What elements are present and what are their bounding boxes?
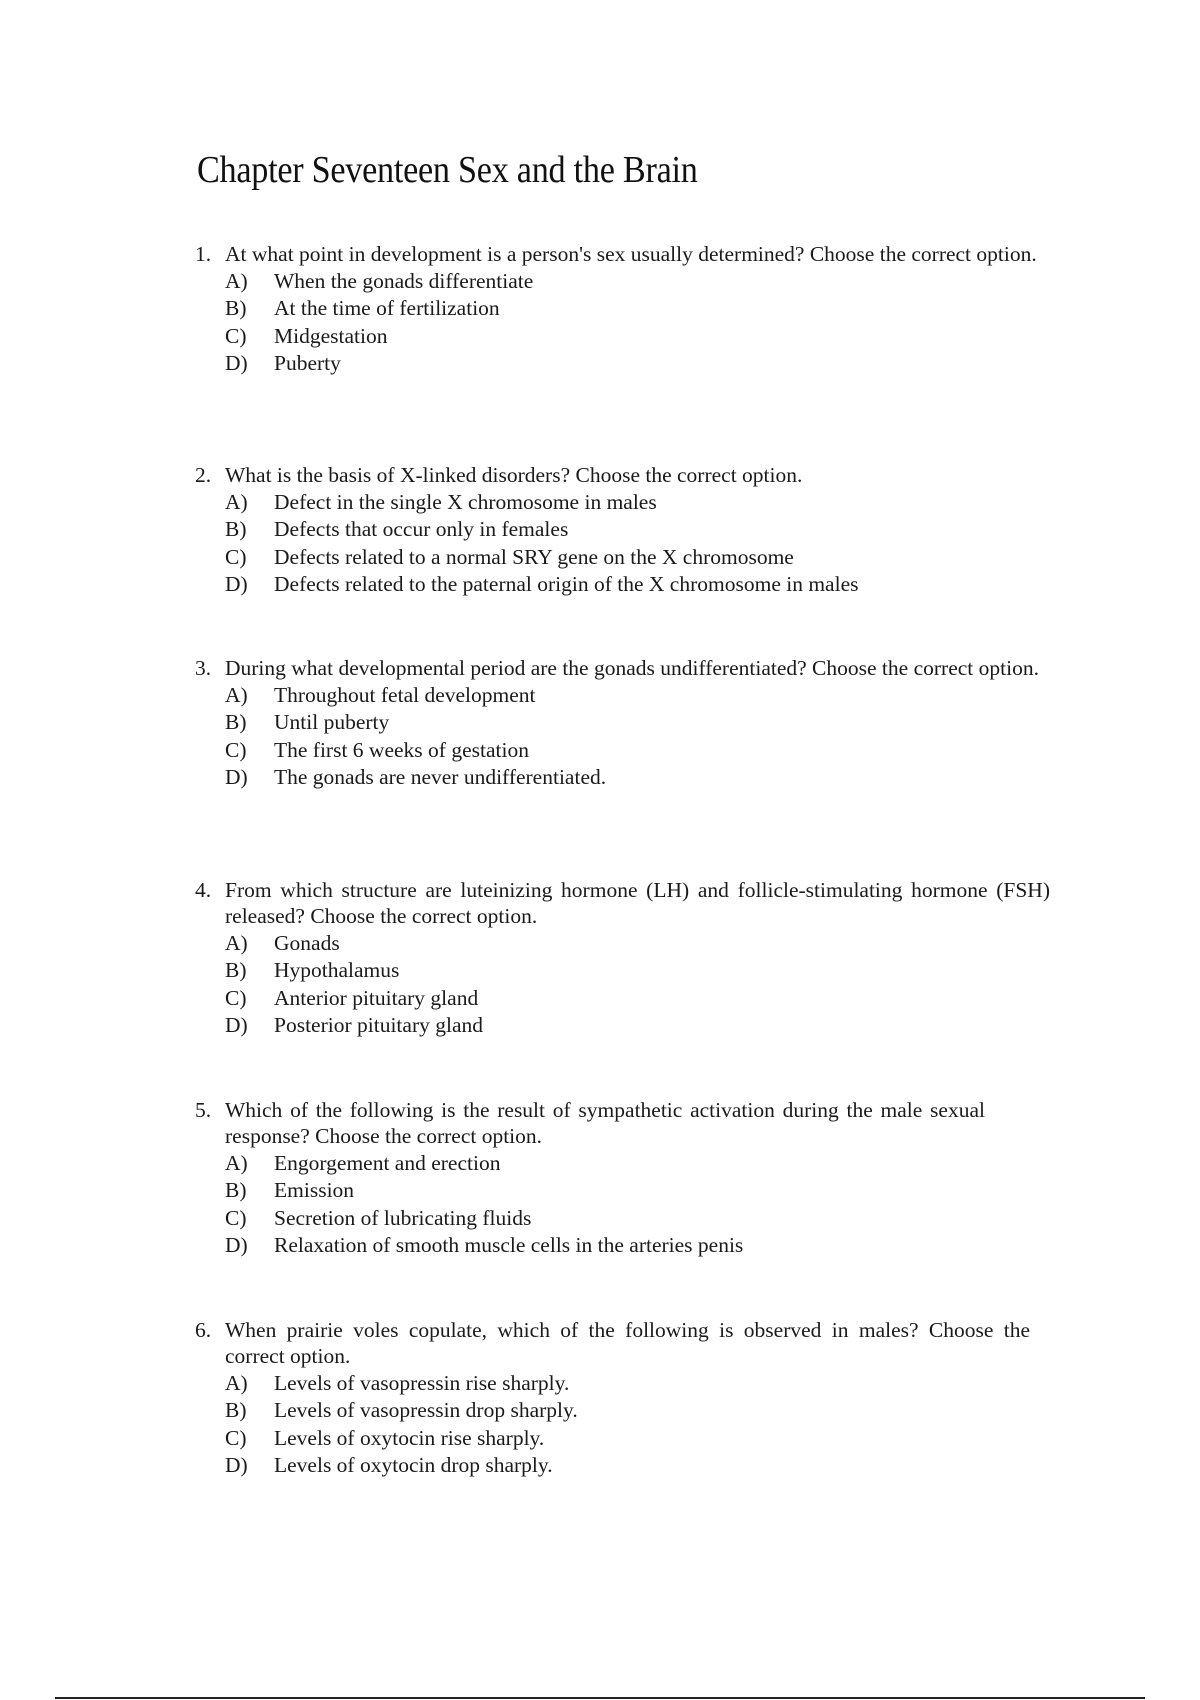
- option-text: Midgestation: [274, 323, 388, 348]
- question-text: From which structure are luteinizing hormone (LH) and follicle-stimulating hormone (FSH) released? Choose the correct option.: [225, 878, 1050, 928]
- option-letter: C): [225, 544, 247, 569]
- question-number: 2.: [195, 463, 212, 487]
- option-text: When the gonads differentiate: [274, 269, 534, 293]
- option-letter: D): [225, 1232, 248, 1257]
- option-letter: B): [225, 296, 247, 321]
- option-letter: D): [225, 1452, 248, 1477]
- option-text: Levels of oxytocin drop sharply.: [274, 1452, 553, 1477]
- option-list: [195, 930, 1050, 1039]
- option-d: [225, 1232, 985, 1259]
- option-letter: C): [225, 985, 247, 1010]
- question-2: [195, 462, 1095, 598]
- option-d: [225, 1012, 1050, 1039]
- option-letter: B): [225, 710, 247, 735]
- option-c: [225, 985, 1050, 1012]
- option-a: [225, 930, 1050, 957]
- option-a: [225, 489, 1095, 516]
- question-number: 3.: [195, 656, 212, 680]
- question-number: 1.: [195, 242, 212, 266]
- option-a: [225, 682, 1070, 709]
- option-text: Emission: [274, 1178, 355, 1203]
- question-stem: [195, 877, 1050, 929]
- option-c: [225, 1205, 985, 1232]
- question-stem: [195, 462, 1095, 488]
- option-text: Defects that occur only in females: [274, 517, 569, 542]
- option-text: Hypothalamus: [274, 958, 400, 983]
- question-text: At what point in development is a person's sex usually determined? Choose the correct option.: [225, 242, 1037, 266]
- option-text: Secretion of lubricating fluids: [274, 1205, 532, 1230]
- option-b: [225, 1177, 985, 1204]
- option-a: [225, 1370, 1030, 1397]
- option-c: [225, 544, 1095, 571]
- option-text: Levels of vasopressin rise sharply.: [274, 1371, 570, 1395]
- option-c: [225, 1425, 1030, 1452]
- option-text: Engorgement and erection: [274, 1151, 501, 1175]
- option-b: [225, 516, 1095, 543]
- option-c: [225, 323, 1065, 350]
- option-a: [225, 1150, 985, 1177]
- option-list: [195, 1150, 985, 1259]
- option-letter: B): [225, 1398, 247, 1423]
- option-letter: C): [225, 323, 247, 348]
- option-text: Defect in the single X chromosome in males: [274, 490, 657, 514]
- option-letter: C): [225, 1205, 247, 1230]
- option-letter: A): [225, 683, 248, 707]
- option-list: [195, 1370, 1030, 1479]
- option-letter: C): [225, 737, 247, 762]
- question-4: [195, 877, 1050, 1039]
- option-text: Until puberty: [274, 710, 390, 735]
- option-letter: D): [225, 1012, 248, 1037]
- option-letter: A): [225, 931, 248, 955]
- question-1: [195, 241, 1065, 377]
- option-letter: A): [225, 490, 248, 514]
- option-text: Levels of oxytocin rise sharply.: [274, 1425, 545, 1450]
- option-letter: A): [225, 1151, 248, 1175]
- option-letter: D): [225, 350, 248, 375]
- option-b: [225, 957, 1050, 984]
- option-text: Defects related to a normal SRY gene on the X chromosome: [274, 544, 794, 569]
- option-d: [225, 1452, 1030, 1479]
- question-3: [195, 655, 1070, 791]
- question-stem: [195, 1317, 1030, 1369]
- option-b: [225, 709, 1070, 736]
- question-text: What is the basis of X-linked disorders? Choose the correct option.: [225, 463, 803, 487]
- option-list: [195, 489, 1095, 598]
- option-text: Throughout fetal development: [274, 683, 536, 707]
- option-text: Relaxation of smooth muscle cells in the arteries penis: [274, 1232, 744, 1257]
- question-stem: [195, 241, 1065, 267]
- question-text: When prairie voles copulate, which of the following is observed in males? Choose the correct option.: [225, 1318, 1030, 1368]
- option-b: [225, 295, 1065, 322]
- option-text: The gonads are never undifferentiated.: [274, 764, 607, 789]
- question-6: [195, 1317, 1030, 1479]
- page-title: Chapter Seventeen Sex and the Brain: [197, 149, 698, 191]
- option-letter: D): [225, 571, 248, 596]
- option-list: [195, 268, 1065, 377]
- option-d: [225, 764, 1070, 791]
- option-list: [195, 682, 1070, 791]
- option-text: At the time of fertilization: [274, 296, 500, 321]
- question-5: [195, 1097, 985, 1259]
- question-text: During what developmental period are the gonads undifferentiated? Choose the correct option.: [225, 656, 1039, 680]
- option-letter: B): [225, 958, 247, 983]
- question-stem: [195, 1097, 985, 1149]
- option-text: The first 6 weeks of gestation: [274, 737, 529, 762]
- option-letter: C): [225, 1425, 247, 1450]
- option-text: Defects related to the paternal origin of the X chromosome in males: [274, 571, 859, 596]
- option-a: [225, 268, 1065, 295]
- question-number: 6.: [195, 1318, 212, 1342]
- footer-divider: [55, 1697, 1145, 1699]
- option-letter: D): [225, 764, 248, 789]
- option-b: [225, 1397, 1030, 1424]
- question-number: 5.: [195, 1098, 212, 1122]
- question-stem: [195, 655, 1070, 681]
- option-text: Gonads: [274, 931, 340, 955]
- option-text: Anterior pituitary gland: [274, 985, 479, 1010]
- question-number: 4.: [195, 878, 212, 902]
- option-letter: B): [225, 517, 247, 542]
- option-d: [225, 571, 1095, 598]
- option-letter: B): [225, 1178, 247, 1203]
- option-d: [225, 350, 1065, 377]
- option-text: Levels of vasopressin drop sharply.: [274, 1398, 578, 1423]
- question-text: Which of the following is the result of sympathetic activation during the male sexual response? Choose the correct option.: [225, 1098, 985, 1148]
- option-c: [225, 737, 1070, 764]
- option-text: Puberty: [274, 350, 341, 375]
- option-letter: A): [225, 1371, 248, 1395]
- option-text: Posterior pituitary gland: [274, 1012, 483, 1037]
- option-letter: A): [225, 269, 248, 293]
